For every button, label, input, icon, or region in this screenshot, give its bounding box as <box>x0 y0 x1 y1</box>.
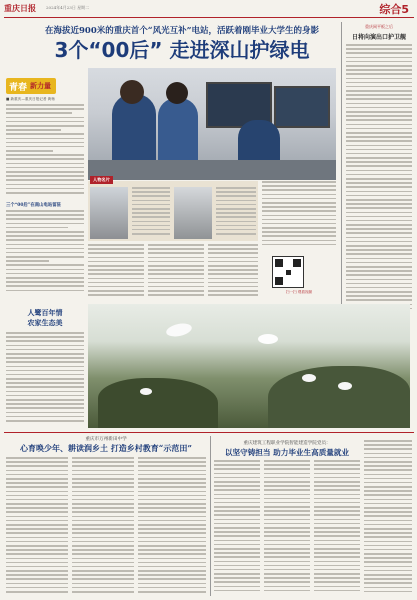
feature-subtitle: 农家生态美 <box>27 318 63 327</box>
youth-badge <box>6 78 56 94</box>
byline: ■ 新重庆—重庆日报记者 黄杨 <box>6 97 55 101</box>
photo-monitor <box>274 86 330 128</box>
bottom-right-col1 <box>214 460 260 596</box>
date-line: 2024年4月23日 星期二 <box>46 5 90 10</box>
bottom-left-kicker: 重庆市万州新田中学 <box>85 437 127 442</box>
bottom-left-col2 <box>72 457 134 597</box>
egret-bird <box>338 382 352 390</box>
main-article-col1 <box>6 104 84 198</box>
photo-person <box>120 80 144 104</box>
bottom-right-headline: 以坚守铸担当 助力毕业生高质量就业 <box>224 448 350 457</box>
bottom-left-col1 <box>6 457 68 597</box>
bottom-right-col4 <box>364 440 412 596</box>
feature-text <box>6 332 84 424</box>
main-article-col2 <box>88 244 144 302</box>
bottom-left-col3 <box>138 457 206 597</box>
profile-panel <box>88 177 258 241</box>
right-label: 重庆网平板之后 <box>365 24 393 29</box>
photo-person <box>112 94 156 164</box>
main-kicker: 在海拔近900米的重庆首个“风光互补”电站，活跃着刚毕业大学生的身影 <box>44 26 320 36</box>
paper-name: 重庆日报 <box>4 3 36 13</box>
profile-photo <box>90 187 128 239</box>
qr-caption: 扫一扫 观看视频 <box>285 290 313 294</box>
bottom-right-col2 <box>264 460 310 596</box>
right-divider <box>341 22 342 318</box>
main-article-col1b <box>6 210 84 296</box>
bottom-divider <box>210 436 211 596</box>
badge-line2: 新力量 <box>30 82 51 90</box>
egret-bird <box>302 374 316 382</box>
masthead <box>0 0 417 18</box>
bottom-right-kicker: 重庆建筑工程职业学院智能建造学院党员： <box>243 441 331 446</box>
bottom-rule <box>4 432 414 433</box>
tree-cluster <box>98 378 218 428</box>
egret-bird <box>140 388 152 395</box>
badge-line1: 青春 <box>9 83 28 93</box>
profile-text <box>216 187 256 239</box>
egret-bird <box>165 321 193 338</box>
section-label: 综合5 <box>379 3 409 16</box>
sub-title: 三个“00后”在南山电站留驻 <box>6 203 62 208</box>
feature-box <box>6 302 84 426</box>
tree-cluster <box>268 366 410 428</box>
masthead-rule <box>4 17 414 18</box>
main-article-col4 <box>208 244 258 302</box>
profile-photo <box>174 187 212 239</box>
profile-text <box>132 187 170 239</box>
egret-photo <box>88 304 410 428</box>
bottom-left-headline: 心育唤少年、耕读润乡土 打造乡村教育“示范田” <box>20 443 192 453</box>
profile-caption: 人物名片 <box>90 176 113 184</box>
right-headline: 日将向演出口护卫舰 <box>351 34 406 41</box>
photo-person <box>166 82 188 104</box>
qr-code[interactable] <box>272 256 304 288</box>
main-headline: 3个“00后” 走进深山护绿电 <box>54 38 310 62</box>
bottom-right-col3 <box>314 460 360 596</box>
main-photo <box>88 68 336 180</box>
main-article-col3 <box>148 244 204 302</box>
photo-desk <box>88 160 336 180</box>
egret-bird <box>258 334 278 344</box>
photo-person <box>158 98 198 164</box>
right-article <box>346 44 412 316</box>
main-article-col5 <box>262 181 336 251</box>
feature-title: 人鹭百年情 <box>27 308 63 317</box>
